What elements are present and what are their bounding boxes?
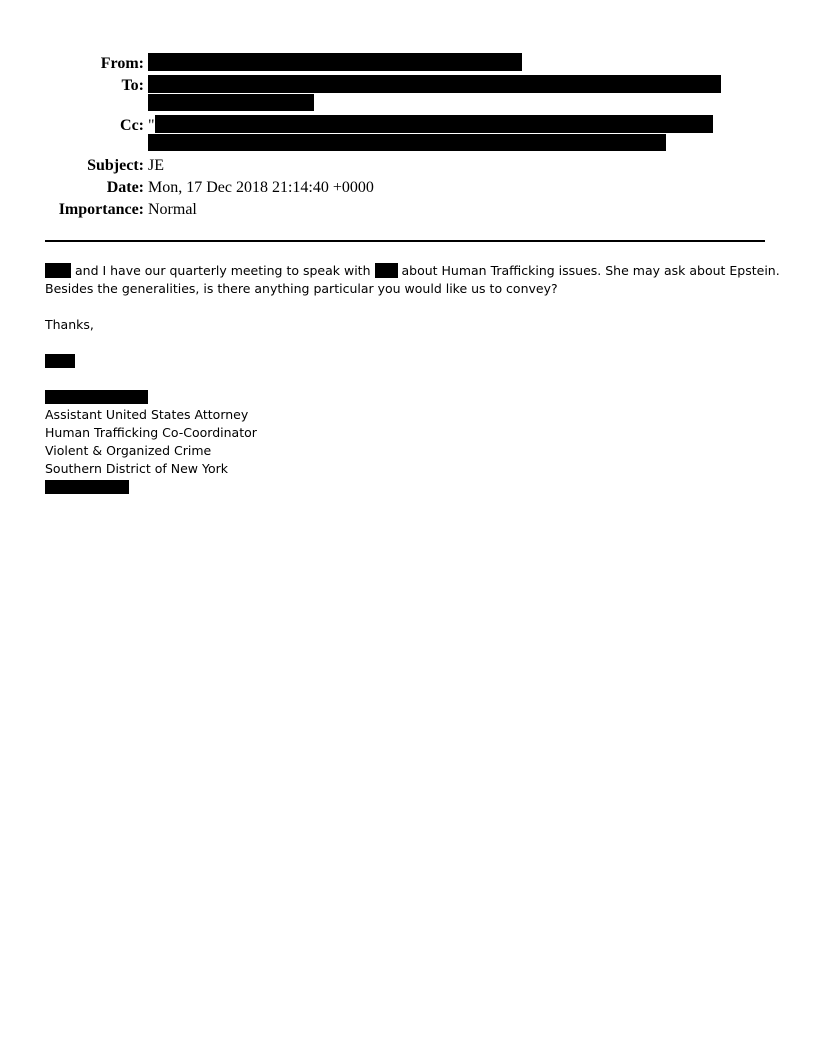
signature-office: Southern District of New York [45, 461, 228, 476]
signature-role: Human Trafficking Co-Coordinator [45, 425, 257, 440]
subject-label: Subject: [87, 157, 144, 174]
signature-contact-redaction [45, 480, 129, 494]
signature-unit: Violent & Organized Crime [45, 443, 212, 458]
signature-name-redaction [45, 390, 148, 404]
body-line-1-part-1: and I have our quarterly meeting to speak with [74, 263, 371, 278]
cc-redaction-line1 [155, 115, 713, 133]
date-value: Mon, 17 Dec 2018 21:14:40 +0000 [148, 179, 374, 196]
from-redaction [148, 53, 522, 71]
sender-initials-redaction [45, 354, 75, 368]
name-redaction [45, 263, 71, 278]
body-line-1 [45, 262, 780, 280]
cc-quote-mark: " [148, 117, 155, 134]
to-redaction-line2 [148, 94, 314, 111]
to-label: To: [121, 77, 144, 94]
body-line-2: Besides the generalities, is there anything particular you would like us to convey? [45, 281, 558, 296]
subject-value: JE [148, 157, 164, 174]
name-redaction [375, 263, 398, 278]
header-divider [45, 240, 765, 242]
signature-title: Assistant United States Attorney [45, 407, 249, 422]
to-redaction-line1 [148, 75, 721, 93]
body-line-1-part-2: about Human Trafficking issues. She may ask about Epstein. [401, 263, 780, 278]
importance-value: Normal [148, 201, 197, 218]
cc-redaction-line2 [148, 134, 666, 151]
date-label: Date: [106, 179, 144, 196]
from-label: From: [100, 55, 144, 72]
importance-label: Importance: [58, 201, 144, 218]
cc-label: Cc: [120, 117, 144, 134]
closing-text: Thanks, [45, 317, 94, 332]
